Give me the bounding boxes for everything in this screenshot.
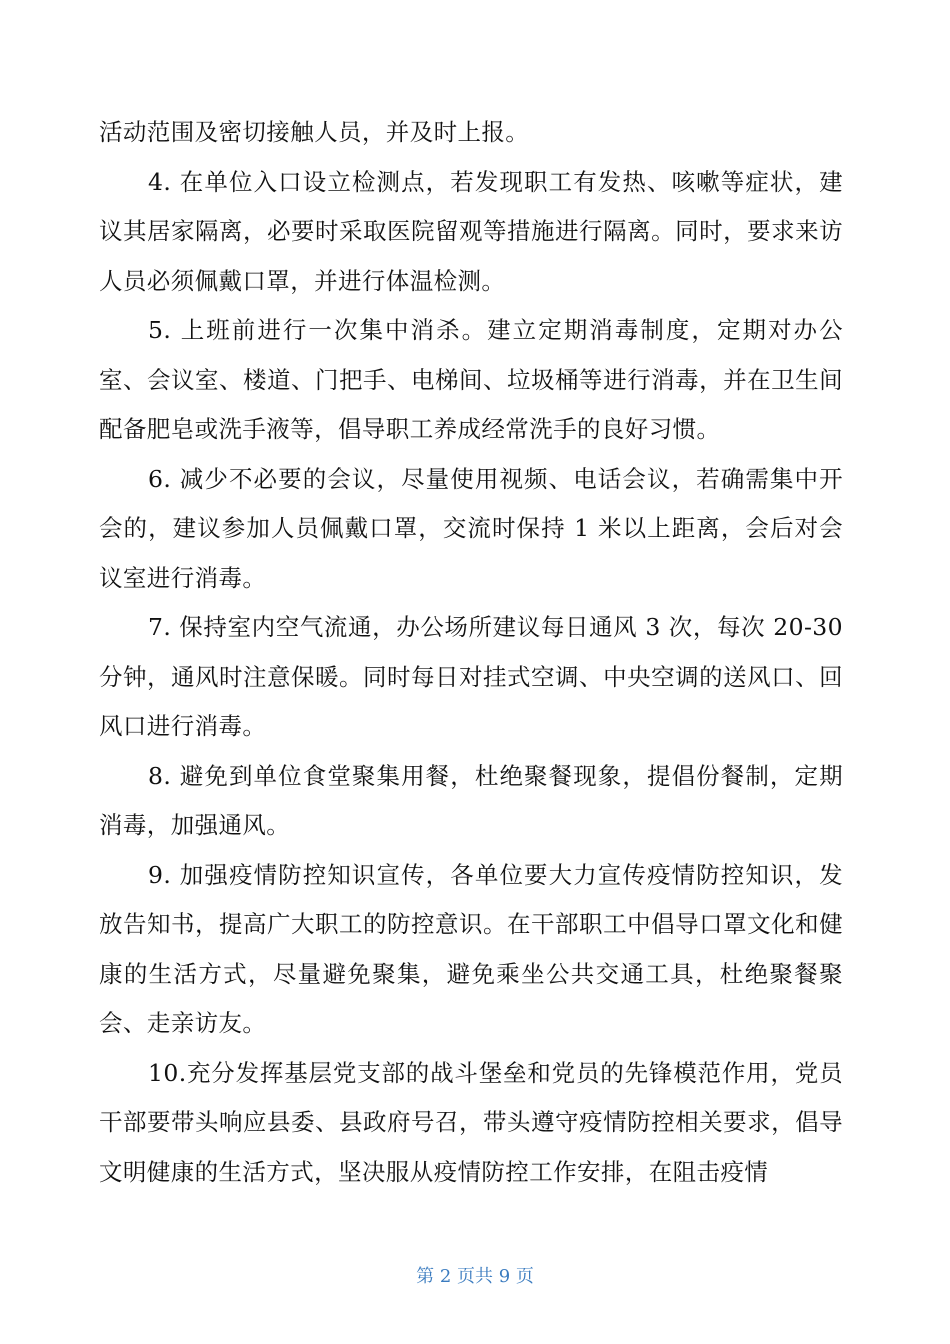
paragraph-item-6: 6. 减少不必要的会议，尽量使用视频、电话会议，若确需集中开会的，建议参加人员佩戴口罩，交流时保持 1 米以上距离，会后对会议室进行消毒。 [99, 464, 843, 592]
paragraph-item-4: 4. 在单位入口设立检测点，若发现职工有发热、咳嗽等症状，建议其居家隔离，必要时采取医院留观等措施进行隔离。同时，要求来访人员必须佩戴口罩，并进行体温检测。 [99, 167, 843, 295]
page-number-footer: 第 2 页共 9 页 [416, 1266, 534, 1287]
document-body [99, 108, 843, 1197]
paragraph-item-9: 9. 加强疫情防控知识宣传，各单位要大力宣传疫情防控知识，发放告知书，提高广大职工的防控意识。在干部职工中倡导口罩文化和健康的生活方式，尽量避免聚集，避免乘坐公共交通工具，杜绝聚餐聚会、走亲访友。 [99, 860, 843, 1037]
paragraph-continuation: 活动范围及密切接触人员，并及时上报。 [99, 118, 530, 146]
paragraph-item-8: 8. 避免到单位食堂聚集用餐，杜绝聚餐现象，提倡份餐制，定期消毒，加强通风。 [99, 761, 843, 839]
paragraph-item-10: 10.充分发挥基层党支部的战斗堡垒和党员的先锋模范作用，党员干部要带头响应县委、县政府号召，带头遵守疫情防控相关要求，倡导文明健康的生活方式，坚决服从疫情防控工作安排，在阻击疫情 [99, 1058, 843, 1186]
paragraph-item-5: 5. 上班前进行一次集中消杀。建立定期消毒制度，定期对办公室、会议室、楼道、门把手、电梯间、垃圾桶等进行消毒，并在卫生间配备肥皂或洗手液等，倡导职工养成经常洗手的良好习惯。 [99, 316, 843, 443]
paragraph-item-7: 7. 保持室内空气流通，办公场所建议每日通风 3 次，每次 20-30 分钟，通风时注意保暖。同时每日对挂式空调、中央空调的送风口、回风口进行消毒。 [99, 613, 843, 740]
